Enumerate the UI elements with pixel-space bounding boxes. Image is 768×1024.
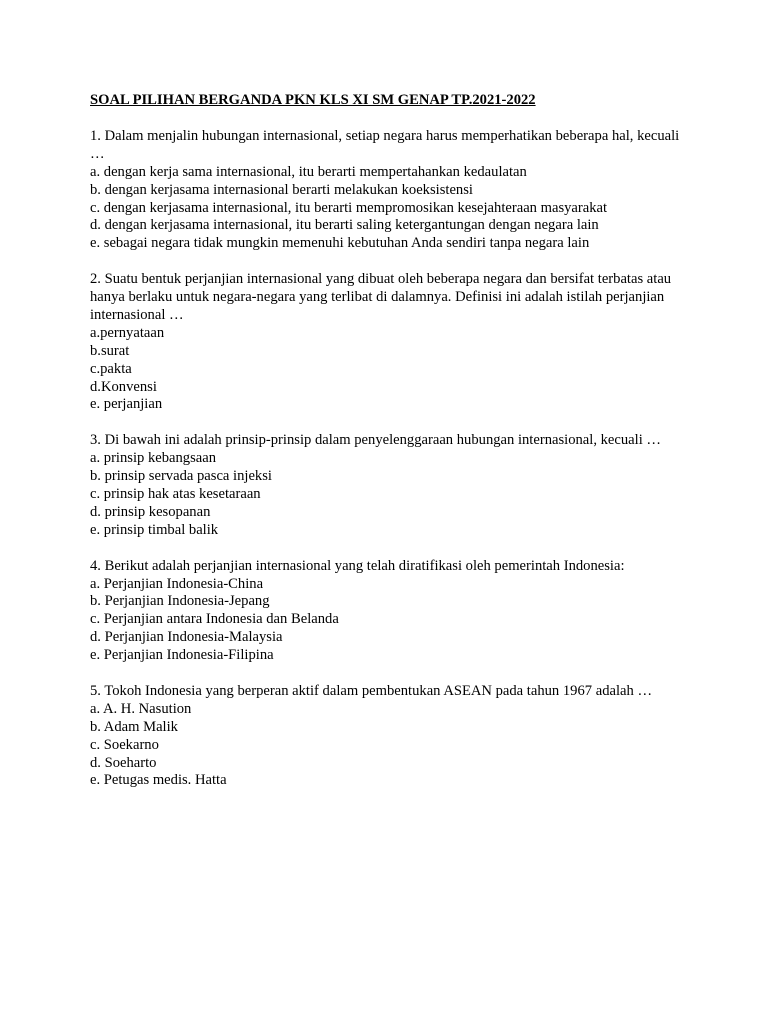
option-a: a. A. H. Nasution (90, 700, 192, 717)
option-d: d. prinsip kesopanan (90, 503, 211, 520)
option-e: e. prinsip timbal balik (90, 521, 219, 538)
option-list (90, 701, 690, 791)
document-title: SOAL PILIHAN BERGANDA PKN KLS XI SM GENAP TP.2021-2022 (90, 92, 536, 108)
option-b: b.surat (90, 342, 130, 359)
question-text: 4. Berikut adalah perjanjian internasional yang telah diratifikasi oleh pemerintah Indonesia: (90, 557, 625, 574)
question-text: 2. Suatu bentuk perjanjian internasional yang dibuat oleh beberapa negara dan bersifat terbatas atau hanya berlaku untuk negara-negara yang terlibat di dalamnya. Definisi ini adalah istilah perjanjian internasional … (90, 271, 672, 323)
option-c: c.pakta (90, 360, 132, 377)
option-e: e. Perjanjian Indonesia-Filipina (90, 647, 274, 664)
option-a: a. Perjanjian Indonesia-China (90, 575, 264, 592)
question-3 (90, 432, 690, 539)
option-e: e. perjanjian (90, 396, 163, 413)
option-list (90, 450, 690, 540)
question-5 (90, 683, 690, 790)
option-list (90, 325, 690, 415)
option-d: d. Perjanjian Indonesia-Malaysia (90, 629, 283, 646)
option-d: d. dengan kerjasama internasional, itu berarti saling ketergantungan dengan negara lain (90, 217, 599, 234)
option-b: b. Adam Malik (90, 718, 178, 735)
document-page (90, 92, 690, 808)
option-e: e. Petugas medis. Hatta (90, 772, 227, 789)
option-d: d.Konvensi (90, 378, 157, 395)
question-text: 3. Di bawah ini adalah prinsip-prinsip dalam penyelenggaraan hubungan internasional, kecuali … (90, 432, 662, 449)
option-a: a. dengan kerja sama internasional, itu berarti mempertahankan kedaulatan (90, 163, 527, 180)
option-b: b. Perjanjian Indonesia-Jepang (90, 593, 270, 610)
option-c: c. Soekarno (90, 736, 159, 753)
option-e: e. sebagai negara tidak mungkin memenuhi kebutuhan Anda sendiri tanpa negara lain (90, 235, 590, 252)
option-d: d. Soeharto (90, 754, 157, 771)
question-2 (90, 271, 690, 414)
option-a: a. prinsip kebangsaan (90, 450, 217, 467)
question-1 (90, 128, 690, 253)
option-list (90, 576, 690, 666)
option-a: a.pernyataan (90, 324, 165, 341)
option-c: c. Perjanjian antara Indonesia dan Belanda (90, 611, 339, 628)
option-b: b. prinsip servada pasca injeksi (90, 468, 272, 485)
option-c: c. dengan kerjasama internasional, itu berarti mempromosikan kesejahteraan masyarakat (90, 199, 608, 216)
option-b: b. dengan kerjasama internasional berarti melakukan koeksistensi (90, 181, 473, 198)
question-text: 1. Dalam menjalin hubungan internasional, setiap negara harus memperhatikan beberapa hal, kecuali … (90, 127, 680, 162)
question-text: 5. Tokoh Indonesia yang berperan aktif dalam pembentukan ASEAN pada tahun 1967 adalah … (90, 682, 653, 699)
option-c: c. prinsip hak atas kesetaraan (90, 486, 261, 502)
question-4 (90, 558, 690, 665)
option-list (90, 164, 690, 254)
